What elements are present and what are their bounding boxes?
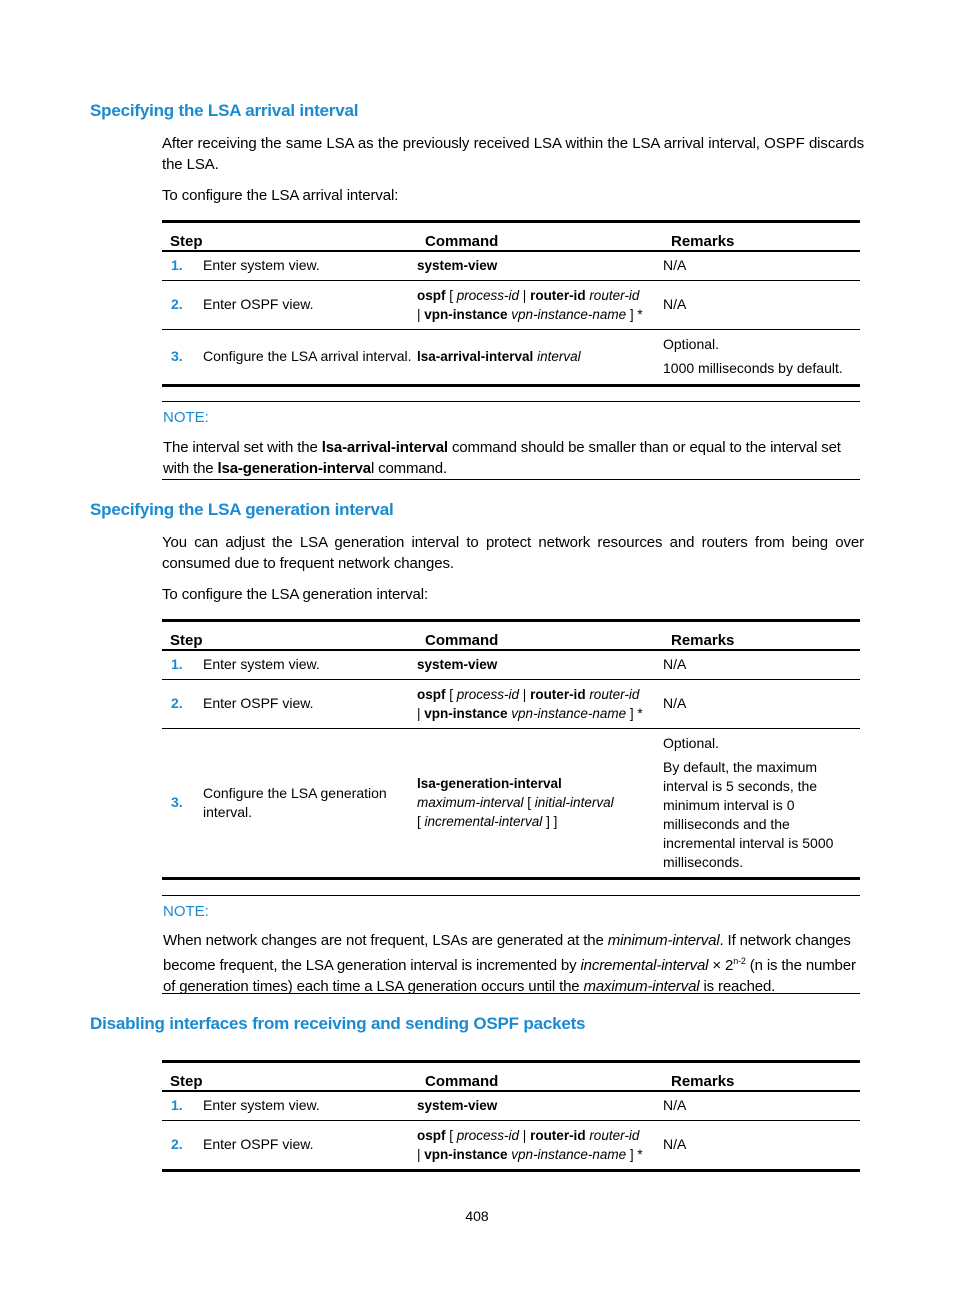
- remarks-cell: N/A: [663, 251, 860, 280]
- command-arg: process-id: [456, 1127, 520, 1143]
- command-keyword: router-id: [530, 287, 586, 303]
- command-keyword: system-view: [417, 1098, 498, 1114]
- step-number: 2.: [162, 1120, 203, 1170]
- command-bracket: [: [417, 814, 425, 829]
- table-row: [162, 280, 860, 329]
- command-keyword: ospf: [417, 1127, 446, 1143]
- note-span: is reached.: [699, 978, 776, 995]
- header-step: Step: [162, 1062, 417, 1092]
- command-bracket: ] ]: [542, 814, 558, 829]
- command-arg: router-id: [585, 1127, 640, 1143]
- command-cell: [417, 251, 663, 280]
- command-pipe: |: [417, 306, 425, 322]
- command-arg: process-id: [456, 686, 520, 702]
- table-header-row: [162, 1062, 860, 1092]
- header-step: Step: [162, 222, 417, 252]
- remarks-cell: N/A: [663, 679, 860, 728]
- table-row: [162, 728, 860, 878]
- step-number: 2.: [162, 280, 203, 329]
- remarks-cell: [663, 728, 860, 878]
- step-text: Configure the LSA arrival interval.: [203, 329, 417, 385]
- page-number: 408: [465, 1208, 489, 1224]
- command-keyword: lsa-generation-interval: [417, 776, 562, 791]
- command-cell: [417, 1091, 663, 1120]
- command-keyword: vpn-instance: [424, 1146, 508, 1162]
- note-span: The interval set with the: [163, 439, 322, 456]
- command-bracket: ] *: [626, 1146, 643, 1162]
- header-command: Command: [417, 222, 663, 252]
- note-top-rule: [162, 895, 860, 896]
- command-keyword: ospf: [417, 287, 446, 303]
- command-keyword: router-id: [530, 1127, 586, 1143]
- note-span: l command.: [370, 460, 447, 477]
- note-top-rule: [162, 401, 860, 402]
- section-title-disabling-interfaces: Disabling interfaces from receiving and sending OSPF packets: [90, 1014, 586, 1033]
- command-keyword: vpn-instance: [424, 306, 508, 322]
- remarks-cell: N/A: [663, 650, 860, 679]
- step-number: 3.: [162, 329, 203, 385]
- table-row: [162, 329, 860, 385]
- note-keyword: lsa-generation-interva: [217, 460, 371, 477]
- command-arg: process-id: [456, 287, 520, 303]
- note-label: NOTE:: [163, 903, 209, 920]
- step-text: Enter system view.: [203, 251, 417, 280]
- header-step: Step: [162, 621, 417, 651]
- section-title-lsa-generation: Specifying the LSA generation interval: [90, 500, 394, 519]
- arrival-interval-table: [162, 220, 860, 387]
- command-cell: [417, 728, 663, 878]
- command-arg: router-id: [585, 686, 640, 702]
- command-keyword: system-view: [417, 258, 498, 274]
- generation-interval-table: [162, 619, 860, 880]
- command-cell: [417, 329, 663, 385]
- remarks-line: 1000 milliseconds by default.: [663, 360, 843, 376]
- note-bottom-rule: [162, 993, 860, 994]
- header-remarks: Remarks: [663, 1062, 860, 1092]
- header-command: Command: [417, 1062, 663, 1092]
- remarks-cell: N/A: [663, 1120, 860, 1170]
- command-cell: [417, 650, 663, 679]
- remarks-line: By default, the maximum interval is 5 seconds, the minimum interval is 0 milliseconds and the incremental interval is 5000 milliseconds.: [663, 758, 834, 870]
- header-remarks: Remarks: [663, 621, 860, 651]
- command-keyword: system-view: [417, 657, 498, 673]
- command-pipe: |: [417, 705, 425, 721]
- step-text: Enter system view.: [203, 1091, 417, 1120]
- command-keyword: lsa-arrival-interval: [417, 349, 534, 364]
- note-superscript: n-2: [733, 956, 746, 966]
- note-span: command should be smaller than or equal to the interval set with the: [163, 439, 841, 477]
- section-title-lsa-arrival: Specifying the LSA arrival interval: [90, 101, 359, 120]
- table-row: [162, 1091, 860, 1120]
- remarks-line: Optional.: [663, 734, 720, 751]
- command-arg: vpn-instance-name: [507, 705, 627, 721]
- disable-interfaces-table: [162, 1060, 860, 1172]
- command-arg: vpn-instance-name: [507, 306, 627, 322]
- command-pipe: |: [519, 287, 531, 303]
- table-row: [162, 650, 860, 679]
- remarks-cell: N/A: [663, 280, 860, 329]
- command-arg: maximum-interval: [417, 795, 524, 810]
- command-arg: interval: [533, 349, 581, 364]
- header-command: Command: [417, 621, 663, 651]
- table-header-row: [162, 621, 860, 651]
- header-remarks: Remarks: [663, 222, 860, 252]
- note-span: . If network changes become frequent, the LSA generation interval is incremented by: [163, 932, 851, 974]
- step-number: 2.: [162, 679, 203, 728]
- paragraph-arrival-intro: To configure the LSA arrival interval:: [162, 187, 399, 204]
- step-text: Enter OSPF view.: [203, 280, 417, 329]
- paragraph-arrival-desc: After receiving the same LSA as the previously received LSA within the LSA arrival interval, OSPF discards the LSA.: [162, 135, 864, 173]
- remarks-line: Optional.: [663, 336, 720, 352]
- table-row: [162, 679, 860, 728]
- command-keyword: ospf: [417, 686, 446, 702]
- command-pipe: |: [519, 1127, 531, 1143]
- step-text: Configure the LSA generation interval.: [203, 728, 417, 878]
- remarks-cell: N/A: [663, 1091, 860, 1120]
- paragraph-generation-intro: To configure the LSA generation interval:: [162, 586, 429, 603]
- note-span: × 2: [708, 957, 734, 974]
- command-arg: router-id: [585, 287, 640, 303]
- note-arg: incremental-interval: [580, 957, 709, 974]
- step-number: 1.: [162, 251, 203, 280]
- command-cell: [417, 679, 663, 728]
- note-label: NOTE:: [163, 409, 209, 426]
- note-span: (n is the number of generation times) each time a LSA generation occurs until the: [163, 957, 856, 995]
- step-number: 3.: [162, 728, 203, 878]
- step-text: Enter OSPF view.: [203, 1120, 417, 1170]
- command-cell: [417, 1120, 663, 1170]
- command-bracket: ] *: [626, 705, 643, 721]
- paragraph-generation-desc: You can adjust the LSA generation interval to protect network resources and routers from being over consumed due to frequent network changes.: [162, 534, 864, 572]
- command-keyword: router-id: [530, 686, 586, 702]
- command-bracket: [: [445, 686, 457, 702]
- command-arg: incremental-interval: [424, 814, 543, 829]
- command-keyword: vpn-instance: [424, 705, 508, 721]
- command-cell: [417, 280, 663, 329]
- command-pipe: |: [519, 686, 531, 702]
- note-keyword: lsa-arrival-interval: [321, 439, 448, 456]
- command-bracket: [: [445, 287, 457, 303]
- note-text: [163, 437, 860, 479]
- table-row: [162, 1120, 860, 1170]
- table-row: [162, 251, 860, 280]
- step-text: Enter OSPF view.: [203, 679, 417, 728]
- step-text: Enter system view.: [203, 650, 417, 679]
- step-number: 1.: [162, 1091, 203, 1120]
- remarks-cell: [663, 329, 860, 385]
- command-arg: vpn-instance-name: [507, 1146, 627, 1162]
- step-number: 1.: [162, 650, 203, 679]
- command-bracket: [: [445, 1127, 457, 1143]
- note-text: [163, 930, 860, 997]
- command-bracket: ] *: [626, 306, 643, 322]
- table-header-row: [162, 222, 860, 252]
- command-bracket: [: [523, 795, 535, 810]
- command-arg: initial-interval: [534, 795, 614, 810]
- note-bottom-rule: [162, 479, 860, 480]
- note-arg: minimum-interval: [607, 932, 720, 949]
- command-pipe: |: [417, 1146, 425, 1162]
- note-arg: maximum-interval: [583, 978, 700, 995]
- note-span: When network changes are not frequent, LSAs are generated at the: [163, 932, 608, 949]
